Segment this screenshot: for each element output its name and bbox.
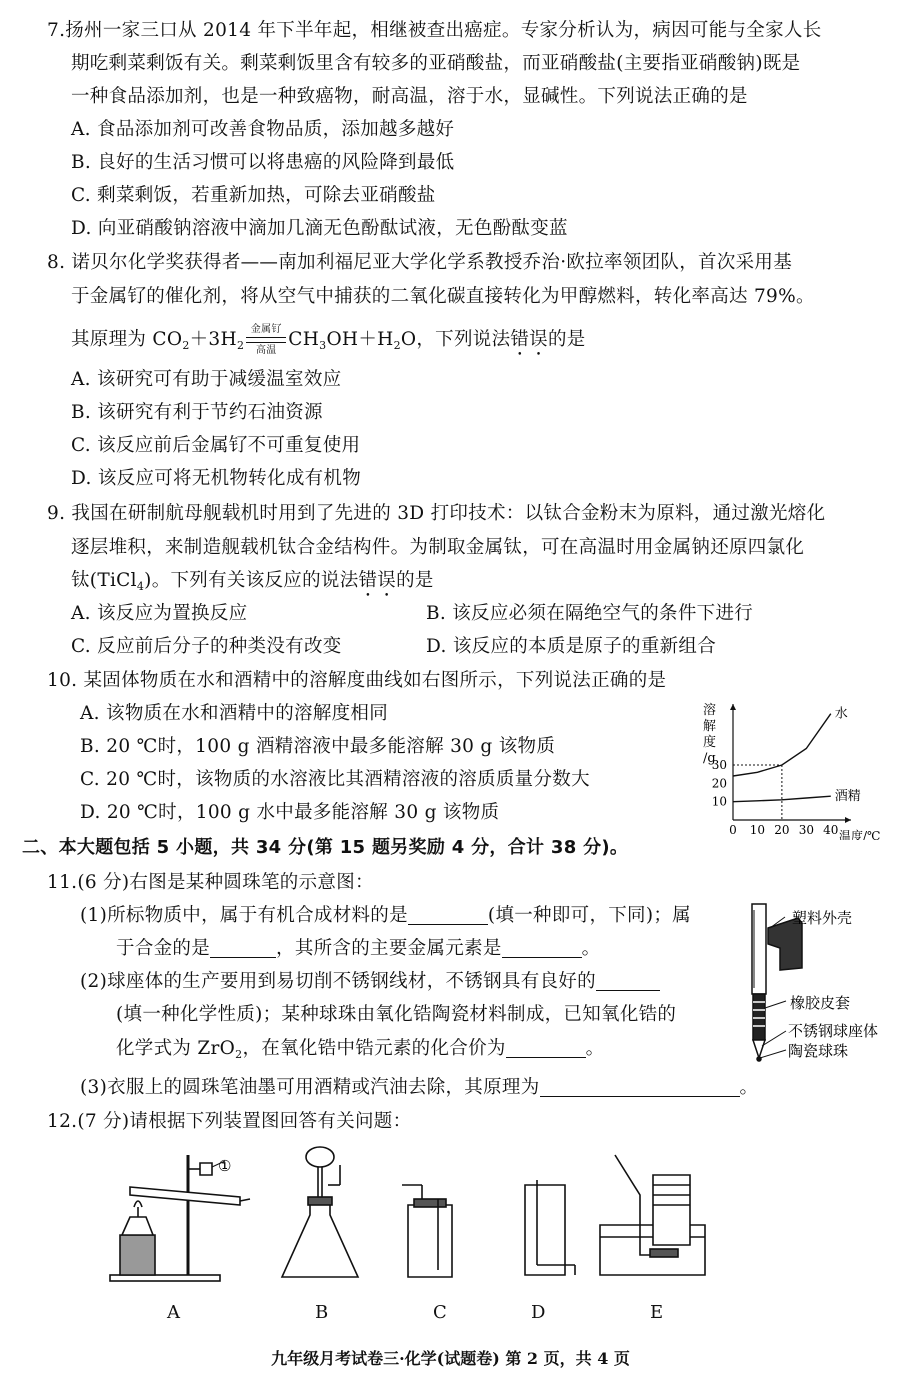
q11-text: ，其所含的主要金属元素是: [276, 938, 502, 959]
q7-stem-line3: 一种食品添加剂，也是一种致癌物，耐高温，溶于水，显碱性。下列说法正确的是: [71, 86, 748, 107]
condition-label: 高温: [255, 345, 277, 356]
q7-option-a: A. 食品添加剂可改善食物品质，添加越多越好: [71, 119, 455, 140]
eq-text: 其原理为 CO: [71, 329, 183, 350]
answer-blank[interactable]: [506, 1039, 586, 1058]
stem-sub: 4: [136, 580, 145, 593]
answer-blank[interactable]: [502, 939, 582, 958]
q7-stem-line1: 7.扬州一家三口从 2014 年下半年起，相继被查出癌症。专家分析认为，病因可能与全家人长: [47, 20, 822, 41]
q10-option-a: A. 该物质在水和酒精中的溶解度相同: [80, 703, 389, 724]
q8-option-a: A. 该研究可有助于减缓温室效应: [71, 369, 342, 390]
label-d: D: [531, 1302, 546, 1323]
q7-option-c: C. 剩菜剩饭，若重新加热，可除去亚硝酸盐: [71, 185, 436, 206]
eq-text: 的是: [547, 329, 586, 350]
eq-text: O，下列说法: [400, 329, 511, 350]
answer-blank[interactable]: [210, 939, 276, 958]
y-axis-label: 解: [703, 719, 717, 734]
y-tick-label: 30: [711, 758, 727, 772]
q7-option-d: D. 向亚硝酸钠溶液中滴加几滴无色酚酞试液，无色酚酞变蓝: [71, 218, 568, 239]
q8-stem-line1: 8. 诺贝尔化学奖获得者——南加利福尼亚大学化学系教授乔治·欧拉率领团队，首次采用基: [47, 252, 793, 273]
q11-sub: 2: [235, 1048, 243, 1061]
q8-equation-line: [71, 324, 586, 360]
q11-part2-line2: (填一种化学性质)；某种球珠由氧化锆陶瓷材料制成，已知氧化锆的: [116, 1004, 677, 1025]
q9-option-b: B. 该反应必须在隔绝空气的条件下进行: [426, 603, 754, 624]
q11-text: 。: [585, 1038, 605, 1059]
stem-text: 的是: [396, 570, 434, 591]
x-tick-label: 10: [749, 823, 766, 837]
marker-one: ①: [218, 1157, 232, 1175]
eq-text: OH＋H: [326, 329, 394, 350]
label-c: C: [433, 1302, 447, 1323]
q12-stem: 12.(7 分)请根据下列装置图回答有关问题：: [47, 1111, 412, 1132]
section-2-heading: 二、本大题包括 5 小题，共 34 分(第 15 题另奖励 4 分，合计 38 分)。: [22, 837, 629, 858]
q11-text: (填一种即可，下同)；属: [487, 905, 691, 926]
ballpoint-pen-figure: [740, 898, 900, 1068]
q10-stem: 10. 某固体物质在水和酒精中的溶解度曲线如右图所示，下列说法正确的是: [47, 670, 667, 691]
q11-text: 于合金的是: [116, 938, 211, 959]
q9-stem-line1: 9. 我国在研制航母舰载机时用到了先进的 3D 打印技术：以钛合金粉末为原料，通过激光熔化: [47, 503, 826, 524]
q11-text: 。: [739, 1077, 759, 1098]
label-a: A: [167, 1302, 180, 1323]
q11-part1-line1: [80, 904, 691, 928]
apparatus-e: [600, 1155, 705, 1275]
stem-text: )。下列有关该反应的说法: [144, 570, 359, 591]
q10-option-d: D. 20 ℃时，100 g 水中最多能溶解 30 g 该物质: [80, 802, 500, 823]
series-label-alcohol: 酒精: [834, 789, 861, 805]
q11-stem: 11.(6 分)右图是某种圆珠笔的示意图：: [47, 872, 374, 893]
eq-sub: 2: [182, 339, 190, 352]
q11-part1-line2: [116, 937, 600, 961]
apparatus-b: [282, 1147, 358, 1277]
x-axis-label: 温度/℃: [839, 829, 881, 840]
q11-part3: [80, 1076, 758, 1100]
q9-option-c: C. 反应前后分子的种类没有改变: [71, 636, 342, 657]
x-tick-label: 40: [823, 823, 839, 837]
solubility-chart: [695, 700, 895, 840]
q8-option-c: C. 该反应前后金属钌不可重复使用: [71, 435, 361, 456]
emphasis-wrong: 错误: [510, 329, 548, 350]
eq-sub: 2: [393, 339, 401, 352]
apparatus-figures: [100, 1145, 720, 1285]
eq-text: ＋3H: [189, 329, 237, 350]
q11-part2-line1: [80, 970, 660, 994]
x-tick-label: 30: [798, 823, 814, 837]
q11-text: (2)球座体的生产要用到易切削不锈钢线材，不锈钢具有良好的: [80, 971, 596, 992]
q9-stem-line3: [71, 569, 434, 601]
q11-text: (3)衣服上的圆珠笔油墨可用酒精或汽油去除，其原理为: [80, 1077, 540, 1098]
eq-sub: 3: [319, 339, 327, 352]
answer-blank[interactable]: [596, 972, 660, 991]
q11-text: 化学式为 ZrO: [116, 1038, 236, 1059]
q11-part2-line3: [116, 1037, 604, 1061]
y-axis-label: 度: [703, 735, 717, 750]
q11-text: 。: [581, 938, 601, 959]
stem-text: 钛(TiCl: [71, 570, 137, 591]
q8-option-b: B. 该研究有利于节约石油资源: [71, 402, 323, 423]
x-axis-arrow: [845, 817, 851, 823]
q9-stem-line2: 逐层堆积，来制造舰载机钛合金结构件。为制取金属钛，可在高温时用金属钠还原四氯化: [71, 537, 805, 558]
y-axis-label: 溶: [703, 703, 717, 718]
q11-text: (1)所标物质中，属于有机合成材料的是: [80, 905, 408, 926]
emphasis-wrong: 错误: [358, 570, 397, 591]
series-label-water: 水: [834, 706, 848, 722]
answer-blank[interactable]: [540, 1078, 740, 1097]
q7-stem-line2: 期吃剩菜剩饭有关。剩菜剩饭里含有较多的亚硝酸盐，而亚硝酸盐(主要指亚硝酸钠)既是: [71, 53, 801, 74]
q7-option-b: B. 良好的生活习惯可以将患癌的风险降到最低: [71, 152, 455, 173]
q9-option-a: A. 该反应为置换反应: [71, 603, 248, 624]
eq-sub: 2: [236, 339, 245, 352]
catalyst-label: 金属钌: [250, 324, 282, 335]
reaction-condition: [244, 324, 288, 356]
q9-option-d: D. 该反应的本质是原子的重新组合: [426, 636, 717, 657]
y-tick-label: 10: [711, 794, 727, 809]
q8-stem-line2: 于金属钌的催化剂，将从空气中捕获的二氧化碳直接转化为甲醇燃料，转化率高达 79%。: [71, 286, 815, 307]
pen-label-shell: 塑料外壳: [792, 909, 853, 927]
eq-text: CH: [288, 329, 320, 350]
page-footer: 九年级月考试卷三·化学(试题卷) 第 2 页，共 4 页: [271, 1349, 630, 1368]
q10-option-c: C. 20 ℃时，该物质的水溶液比其酒精溶液的溶质质量分数大: [80, 769, 590, 790]
q10-option-b: B. 20 ℃时，100 g 酒精溶液中最多能溶解 30 g 该物质: [80, 736, 556, 757]
pen-label-sleeve: 橡胶皮套: [790, 994, 851, 1012]
equals-sign: [246, 337, 286, 343]
label-e: E: [650, 1302, 664, 1323]
y-axis-arrow: [730, 704, 736, 710]
pen-label-ball: 陶瓷球珠: [788, 1042, 849, 1060]
label-b: B: [315, 1302, 329, 1323]
apparatus-d: [525, 1180, 575, 1275]
q8-option-d: D. 该反应可将无机物转化成有机物: [71, 468, 362, 489]
q11-text: ，在氧化锆中锆元素的化合价为: [242, 1038, 506, 1059]
x-tick-label: 20: [774, 823, 790, 837]
y-axis-label: /g: [703, 751, 716, 766]
x-tick-label: 0: [729, 823, 737, 837]
answer-blank[interactable]: [408, 906, 488, 925]
y-tick-label: 20: [711, 776, 727, 791]
apparatus-c: [402, 1185, 452, 1277]
pen-label-socket: 不锈钢球座体: [788, 1022, 879, 1040]
